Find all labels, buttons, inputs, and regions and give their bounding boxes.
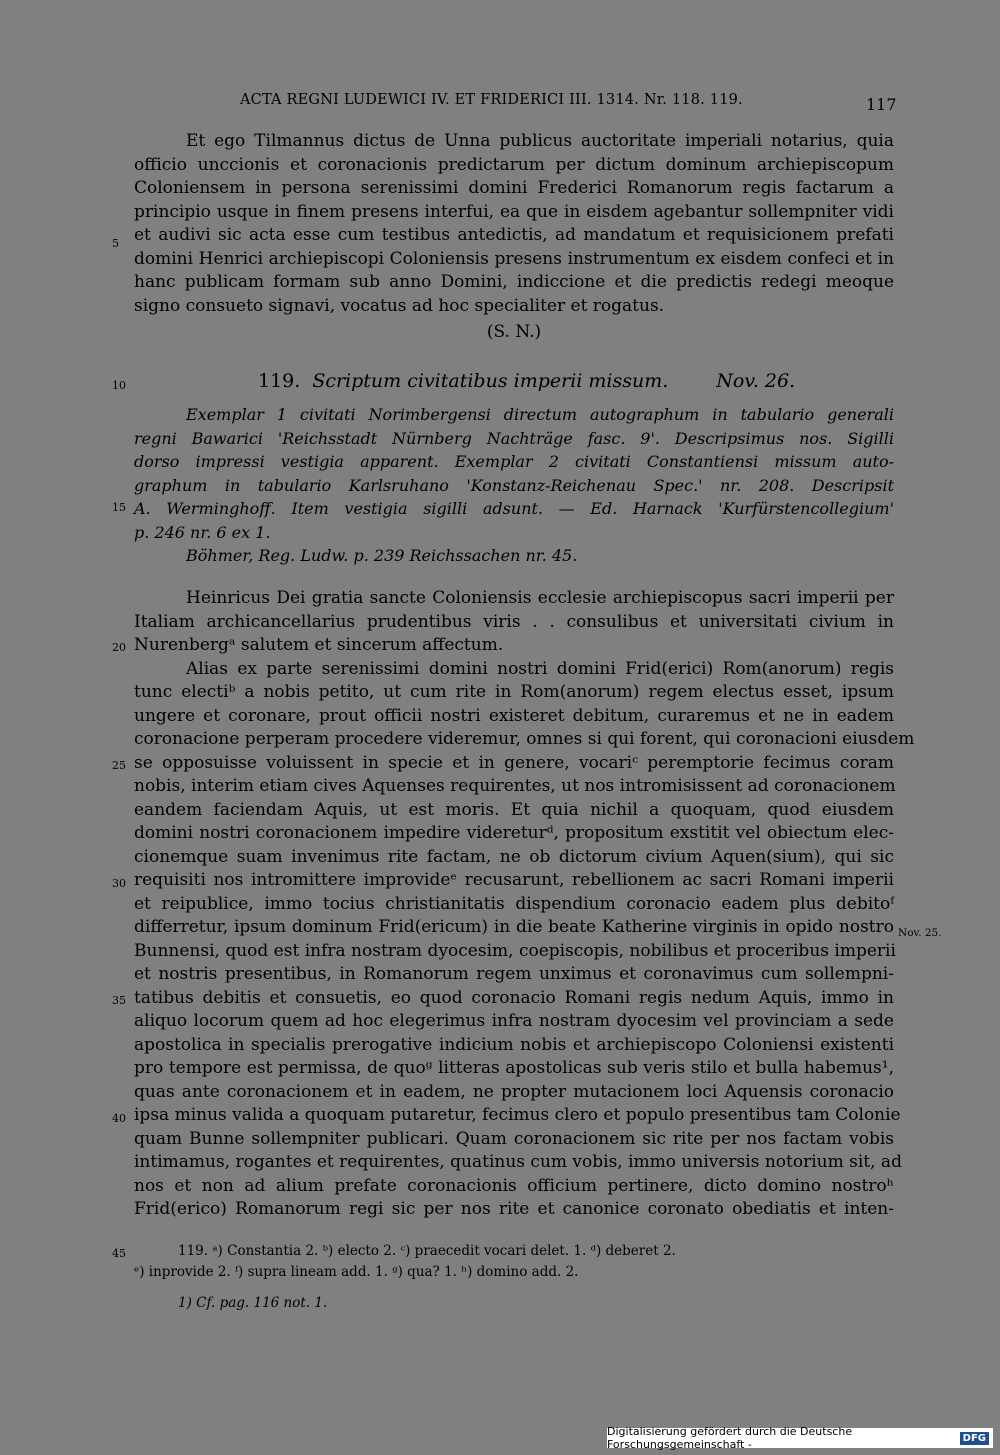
text-line: requisiti nos intromittere improvideᵉ recusarunt, rebellionem ac sacri Romani imperii — [134, 870, 894, 890]
document-date: Nov. 26. — [716, 370, 796, 392]
apparatus-line: Exemplar 1 civitati Norimbergensi directum autographum in tabulario generali — [186, 405, 894, 424]
footnote: 1) Cf. pag. 116 not. 1. — [178, 1295, 328, 1311]
running-title: ACTA REGNI LUDEWICI IV. ET FRIDERICI III. 1314. Nr. 118. 119. — [240, 92, 743, 108]
text-line: principio usque in finem presens interfui, ea que in eisdem agebantur sollempniter vidi — [134, 201, 894, 222]
apparatus-line: graphum in tabulario Karlsruhano 'Konstanz-Reichenau Spec.' nr. 208. Descripsit — [134, 475, 894, 495]
text-line: et reipublice, immo tocius christianitatis dispendium coronacio eadem plus debitoᶠ — [134, 893, 894, 914]
text-line: nobis, interim etiam cives Aquenses requirentes, ut nos intromisissent ad coronacionem — [134, 776, 896, 796]
text-line: pro tempore est permissa, de quoᵍ litteras apostolicas sub veris stilo et bulla habemus¹, — [134, 1058, 894, 1078]
text-line: Heinricus Dei gratia sancte Coloniensis ecclesie archiepiscopus sacri imperii per — [186, 588, 894, 608]
text-line: ipsa minus valida a quoquam putaretur, fecimus clero et populo presentibus tam Colonie — [134, 1105, 901, 1125]
text-line: ungere et coronare, prout officii nostri existeret debitum, curaremus et ne in eadem — [134, 705, 894, 726]
apparatus-line: A. Werminghoff. Item vestigia sigilli adsunt. — Ed. Harnack 'Kurfürstencollegium' — [134, 499, 894, 518]
apparatus-line: p. 246 nr. 6 ex 1. — [134, 522, 271, 542]
line-number: 5 — [112, 237, 119, 250]
document-title: Scriptum civitatibus imperii missum. — [312, 370, 669, 392]
apparatus-line: Böhmer, Reg. Ludw. p. 239 Reichssachen nr. 45. — [186, 546, 578, 565]
variant-notes-line-1: 119. ᵃ) Constantia 2. ᵇ) electo 2. ᶜ) praecedit vocari delet. 1. ᵈ) deberet 2. — [178, 1243, 676, 1259]
digitization-credit-bar — [607, 1425, 993, 1451]
text-line: tunc electiᵇ a nobis petito, ut cum rite in Rom(anorum) regem electus esset, ipsum — [134, 682, 894, 702]
text-line: quam Bunne sollempniter publicari. Quam coronacionem sic rite per nos factam vobis — [134, 1128, 894, 1149]
line-number: 20 — [112, 641, 126, 654]
text-line: officio unccionis et coronacionis predictarum per dictum dominum archiepiscopum — [134, 154, 894, 175]
line-number: 35 — [112, 994, 126, 1007]
text-line: cionemque suam invenimus rite factam, ne ob dictorum civium Aquen(sium), qui sic — [134, 846, 894, 867]
text-line: nos et non ad alium prefate coronacionis officium pertinere, dicto domino nostroʰ — [134, 1175, 894, 1196]
text-line: Bunnensi, quod est infra nostram dyocesim, coepiscopis, nobilibus et proceribus imperii — [134, 940, 896, 961]
text-line: coronacione perperam procedere videremur, omnes si qui forent, qui coronacioni eiusdem — [134, 729, 915, 749]
text-line: Nurenbergᵃ salutem et sincerum affectum. — [134, 635, 504, 655]
text-line: Italiam archicancellarius prudentibus viris . . consulibus et universitati civium in — [134, 611, 894, 632]
text-line: differretur, ipsum dominum Frid(ericum) in die beate Katherine virginis in opido nostro — [134, 917, 894, 937]
signum-notarii: (S. N.) — [486, 322, 542, 342]
text-line: et audivi sic acta esse cum testibus antedictis, ad mandatum et requisicionem prefati — [134, 225, 894, 245]
apparatus-line: regni Bawarici 'Reichsstadt Nürnberg Nachträge fasc. 9'. Descripsimus nos. Sigilli — [134, 428, 894, 448]
digitization-credit: Digitalisierung gefördert durch die Deutsche Forschungsgemeinschaft - — [607, 1425, 853, 1451]
text-line: apostolica in specialis prerogative indicium nobis et archiepiscopo Coloniensi existenti — [134, 1034, 894, 1055]
text-line: domini Henrici archiepiscopi Coloniensis presens instrumentum ex eisdem confeci et in — [134, 248, 894, 269]
marginal-date-note: Nov. 25. — [898, 927, 942, 939]
text-line: aliquo locorum quem ad hoc elegerimus infra nostram dyocesim vel provinciam a sede — [134, 1011, 894, 1031]
line-number: 25 — [112, 759, 126, 772]
text-line: quas ante coronacionem et in eadem, ne propter mutacionem loci Aquensis coronacio — [134, 1081, 894, 1102]
line-number: 40 — [112, 1112, 126, 1125]
text-line: eandem faciendam Aquis, ut est moris. Et quia nichil a quoquam, quod eiusdem — [134, 799, 894, 820]
document-number: 119. — [258, 370, 301, 392]
line-number: 10 — [112, 379, 126, 392]
text-line: Alias ex parte serenissimi domini nostri domini Frid(erici) Rom(anorum) regis — [186, 658, 894, 679]
dfg-logo: DFG — [960, 1432, 989, 1445]
text-line: et nostris presentibus, in Romanorum regem unximus et coronavimus cum sollempni- — [134, 964, 894, 984]
text-line: signo consueto signavi, vocatus ad hoc specialiter et rogatus. — [134, 295, 665, 316]
text-line: se opposuisse voluissent in specie et in genere, vocariᶜ peremptorie fecimus coram — [134, 752, 894, 773]
text-line: Frid(erico) Romanorum regi sic per nos rite et canonice coronato obediatis et inten- — [134, 1199, 894, 1219]
text-line: Et ego Tilmannus dictus de Unna publicus auctoritate imperiali notarius, quia — [186, 131, 894, 151]
text-line: domini nostri coronacionem impedire videreturᵈ, propositum exstitit vel obiectum elec- — [134, 823, 894, 843]
document-heading — [258, 370, 795, 392]
text-line: intimamus, rogantes et requirentes, quatinus cum vobis, immo universis notorium sit, ad — [134, 1152, 902, 1172]
apparatus-line: dorso impressi vestigia apparent. Exemplar 2 civitati Constantiensi missum auto- — [134, 452, 894, 471]
text-line: tatibus debitis et consuetis, eo quod coronacio Romani regis nedum Aquis, immo in — [134, 987, 894, 1008]
line-number: 45 — [112, 1247, 126, 1260]
variant-notes-line-2: ᵉ) inprovide 2. ᶠ) supra lineam add. 1. ᵍ) qua? 1. ʰ) domino add. 2. — [134, 1264, 579, 1280]
page-number: 117 — [866, 95, 897, 114]
line-number: 15 — [112, 501, 126, 514]
text-line: Coloniensem in persona serenissimi domini Frederici Romanorum regis factarum a — [134, 178, 894, 198]
line-number: 30 — [112, 877, 126, 890]
text-line: hanc publicam formam sub anno Domini, indiccione et die predictis redegi meoque — [134, 272, 894, 292]
